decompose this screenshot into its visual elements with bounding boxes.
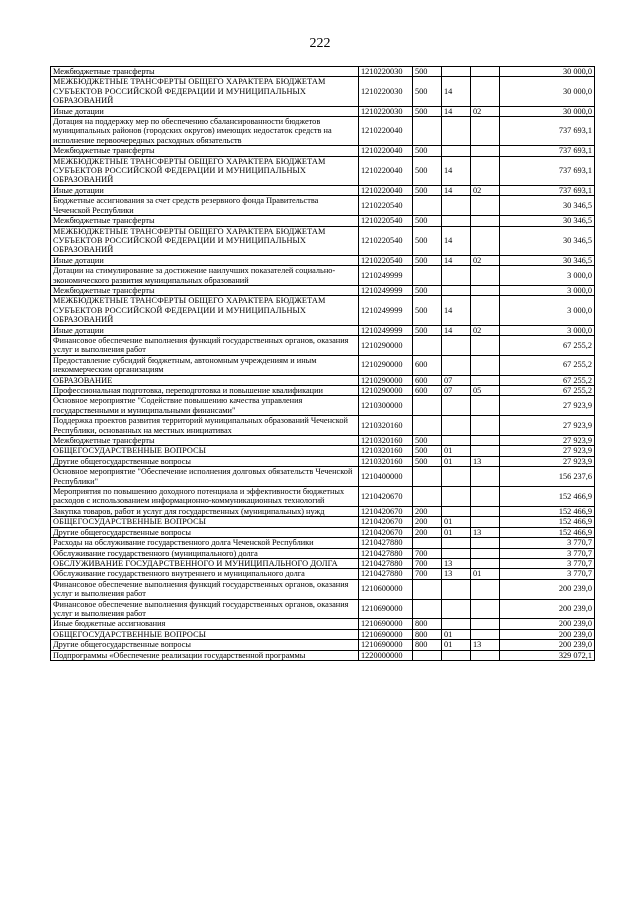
row-amount-cell: 200 239,0 — [500, 629, 595, 639]
row-expense-type-cell: 500 — [413, 285, 442, 295]
row-code-cell: 1210220040 — [359, 146, 413, 156]
row-expense-type-cell — [413, 196, 442, 216]
row-code-cell: 1210420670 — [359, 527, 413, 537]
row-expense-type-cell — [413, 467, 442, 487]
row-subsection-cell — [471, 156, 500, 185]
row-name-cell: Дотации на стимулирование за достижение наилучших показателей социально-экономического развития муниципальных образований — [51, 266, 359, 286]
row-code-cell: 1210220030 — [359, 67, 413, 77]
row-name-cell: Профессиональная подготовка, переподготовка и повышение квалификации — [51, 386, 359, 396]
row-section-cell: 01 — [442, 456, 471, 466]
row-code-cell: 1210690000 — [359, 629, 413, 639]
row-section-cell: 14 — [442, 255, 471, 265]
row-name-cell: Межбюджетные трансферты — [51, 436, 359, 446]
row-amount-cell: 152 466,9 — [500, 527, 595, 537]
row-expense-type-cell — [413, 487, 442, 507]
row-section-cell: 14 — [442, 156, 471, 185]
row-section-cell — [442, 196, 471, 216]
row-amount-cell: 30 000,0 — [500, 67, 595, 77]
row-amount-cell: 329 072,1 — [500, 650, 595, 660]
row-subsection-cell — [471, 538, 500, 548]
table-row — [51, 527, 595, 537]
table-row — [51, 579, 595, 599]
table-row — [51, 185, 595, 195]
table-row — [51, 619, 595, 629]
row-amount-cell: 737 693,1 — [500, 146, 595, 156]
row-section-cell — [442, 355, 471, 375]
table-row — [51, 456, 595, 466]
row-section-cell — [442, 396, 471, 416]
table-row — [51, 386, 595, 396]
row-subsection-cell — [471, 446, 500, 456]
row-amount-cell: 200 239,0 — [500, 599, 595, 619]
row-amount-cell: 67 255,2 — [500, 375, 595, 385]
row-expense-type-cell: 600 — [413, 355, 442, 375]
row-section-cell — [442, 67, 471, 77]
row-section-cell — [442, 506, 471, 516]
row-amount-cell: 27 923,9 — [500, 416, 595, 436]
row-expense-type-cell — [413, 335, 442, 355]
row-name-cell: Иные дотации — [51, 106, 359, 116]
row-section-cell — [442, 619, 471, 629]
row-section-cell — [442, 266, 471, 286]
row-subsection-cell — [471, 629, 500, 639]
table-row — [51, 325, 595, 335]
row-subsection-cell: 02 — [471, 106, 500, 116]
row-subsection-cell — [471, 599, 500, 619]
row-subsection-cell: 01 — [471, 569, 500, 579]
row-name-cell: Иные бюджетные ассигнования — [51, 619, 359, 629]
row-section-cell: 01 — [442, 640, 471, 650]
row-expense-type-cell — [413, 416, 442, 436]
row-subsection-cell — [471, 67, 500, 77]
row-expense-type-cell: 800 — [413, 619, 442, 629]
row-section-cell: 01 — [442, 446, 471, 456]
page-number: 222 — [309, 36, 331, 51]
row-section-cell: 13 — [442, 558, 471, 568]
row-subsection-cell — [471, 285, 500, 295]
row-section-cell: 07 — [442, 375, 471, 385]
row-expense-type-cell: 500 — [413, 146, 442, 156]
row-code-cell: 1210427880 — [359, 569, 413, 579]
row-amount-cell: 27 923,9 — [500, 446, 595, 456]
table-row — [51, 226, 595, 255]
row-subsection-cell — [471, 375, 500, 385]
row-name-cell: Межбюджетные трансферты — [51, 67, 359, 77]
row-section-cell: 01 — [442, 527, 471, 537]
row-expense-type-cell: 500 — [413, 216, 442, 226]
row-expense-type-cell: 600 — [413, 386, 442, 396]
row-amount-cell: 3 770,7 — [500, 538, 595, 548]
row-section-cell — [442, 579, 471, 599]
row-amount-cell: 30 346,5 — [500, 196, 595, 216]
row-section-cell — [442, 487, 471, 507]
row-code-cell: 1210220540 — [359, 226, 413, 255]
row-section-cell: 14 — [442, 77, 471, 106]
row-amount-cell: 3 000,0 — [500, 296, 595, 325]
table-row — [51, 650, 595, 660]
row-amount-cell: 30 346,5 — [500, 226, 595, 255]
table-row — [51, 599, 595, 619]
row-code-cell: 1210690000 — [359, 599, 413, 619]
row-name-cell: Иные дотации — [51, 255, 359, 265]
table-row — [51, 548, 595, 558]
row-code-cell: 1210320160 — [359, 416, 413, 436]
row-section-cell — [442, 436, 471, 446]
row-name-cell: Иные дотации — [51, 325, 359, 335]
table-row — [51, 77, 595, 106]
table-row — [51, 255, 595, 265]
row-amount-cell: 200 239,0 — [500, 579, 595, 599]
row-name-cell: Подпрограммы «Обеспечение реализации государственной программы — [51, 650, 359, 660]
row-subsection-cell: 13 — [471, 527, 500, 537]
budget-table-body — [51, 67, 595, 661]
row-subsection-cell — [471, 416, 500, 436]
row-subsection-cell: 13 — [471, 456, 500, 466]
row-subsection-cell: 02 — [471, 255, 500, 265]
row-section-cell: 14 — [442, 296, 471, 325]
row-code-cell: 1210290000 — [359, 386, 413, 396]
row-amount-cell: 3 000,0 — [500, 266, 595, 286]
row-subsection-cell: 02 — [471, 185, 500, 195]
row-name-cell: Закупка товаров, работ и услуг для государственных (муниципальных) нужд — [51, 506, 359, 516]
row-expense-type-cell: 500 — [413, 67, 442, 77]
row-code-cell: 1210427880 — [359, 548, 413, 558]
row-name-cell: Другие общегосударственные вопросы — [51, 527, 359, 537]
table-row — [51, 538, 595, 548]
row-expense-type-cell: 700 — [413, 548, 442, 558]
row-expense-type-cell: 200 — [413, 527, 442, 537]
row-code-cell: 1210249999 — [359, 266, 413, 286]
row-name-cell: ОБЩЕГОСУДАРСТВЕННЫЕ ВОПРОСЫ — [51, 629, 359, 639]
row-code-cell: 1210220540 — [359, 255, 413, 265]
row-name-cell: Обслуживание государственного внутреннего и муниципального долга — [51, 569, 359, 579]
table-row — [51, 436, 595, 446]
row-expense-type-cell: 200 — [413, 506, 442, 516]
table-row — [51, 467, 595, 487]
row-subsection-cell — [471, 517, 500, 527]
row-name-cell: МЕЖБЮДЖЕТНЫЕ ТРАНСФЕРТЫ ОБЩЕГО ХАРАКТЕРА БЮДЖЕТАМ СУБЪЕКТОВ РОССИЙСКОЙ ФЕДЕРАЦИИ И МУНИЦИПАЛЬНЫХ ОБРАЗОВАНИЙ — [51, 77, 359, 106]
row-subsection-cell — [471, 117, 500, 146]
row-code-cell: 1210690000 — [359, 640, 413, 650]
row-name-cell: ОБРАЗОВАНИЕ — [51, 375, 359, 385]
table-row — [51, 355, 595, 375]
row-code-cell: 1210290000 — [359, 335, 413, 355]
row-name-cell: ОБЩЕГОСУДАРСТВЕННЫЕ ВОПРОСЫ — [51, 446, 359, 456]
row-amount-cell: 156 237,6 — [500, 467, 595, 487]
row-expense-type-cell: 500 — [413, 77, 442, 106]
row-code-cell: 1210249999 — [359, 325, 413, 335]
row-amount-cell: 30 000,0 — [500, 77, 595, 106]
row-name-cell: Финансовое обеспечение выполнения функций государственных органов, оказания услуг и выполнения работ — [51, 579, 359, 599]
row-name-cell: Финансовое обеспечение выполнения функций государственных органов, оказания услуг и выполнения работ — [51, 335, 359, 355]
table-row — [51, 517, 595, 527]
row-expense-type-cell: 500 — [413, 325, 442, 335]
row-subsection-cell — [471, 558, 500, 568]
table-row — [51, 558, 595, 568]
budget-table — [50, 66, 595, 661]
row-section-cell — [442, 548, 471, 558]
row-name-cell: МЕЖБЮДЖЕТНЫЕ ТРАНСФЕРТЫ ОБЩЕГО ХАРАКТЕРА БЮДЖЕТАМ СУБЪЕКТОВ РОССИЙСКОЙ ФЕДЕРАЦИИ И МУНИЦИПАЛЬНЫХ ОБРАЗОВАНИЙ — [51, 226, 359, 255]
row-amount-cell: 737 693,1 — [500, 185, 595, 195]
row-expense-type-cell: 500 — [413, 255, 442, 265]
row-expense-type-cell: 500 — [413, 446, 442, 456]
row-name-cell: Другие общегосударственные вопросы — [51, 456, 359, 466]
row-code-cell: 1210220540 — [359, 196, 413, 216]
row-name-cell: Расходы на обслуживание государственного долга Чеченской Республики — [51, 538, 359, 548]
row-code-cell: 1210427880 — [359, 538, 413, 548]
row-subsection-cell — [471, 396, 500, 416]
row-expense-type-cell: 700 — [413, 569, 442, 579]
row-expense-type-cell — [413, 599, 442, 619]
row-section-cell: 14 — [442, 226, 471, 255]
table-row — [51, 446, 595, 456]
row-name-cell: Иные дотации — [51, 185, 359, 195]
row-code-cell: 1210290000 — [359, 375, 413, 385]
table-row — [51, 640, 595, 650]
table-row — [51, 266, 595, 286]
row-amount-cell: 200 239,0 — [500, 640, 595, 650]
table-row — [51, 216, 595, 226]
row-code-cell: 1210320160 — [359, 436, 413, 446]
row-section-cell: 01 — [442, 517, 471, 527]
row-code-cell: 1210249999 — [359, 296, 413, 325]
row-name-cell: Бюджетные ассигнования за счет средств резервного фонда Правительства Чеченской Республики — [51, 196, 359, 216]
row-name-cell: Предоставление субсидий бюджетным, автономным учреждениям и иным некоммерческим организациям — [51, 355, 359, 375]
row-code-cell: 1210220540 — [359, 216, 413, 226]
row-subsection-cell — [471, 196, 500, 216]
row-expense-type-cell — [413, 117, 442, 146]
row-amount-cell: 67 255,2 — [500, 355, 595, 375]
row-expense-type-cell: 500 — [413, 296, 442, 325]
row-subsection-cell — [471, 436, 500, 446]
row-subsection-cell — [471, 355, 500, 375]
row-code-cell: 1210220040 — [359, 117, 413, 146]
table-row — [51, 296, 595, 325]
row-section-cell: 14 — [442, 185, 471, 195]
row-name-cell: Другие общегосударственные вопросы — [51, 640, 359, 650]
table-row — [51, 285, 595, 295]
row-subsection-cell — [471, 335, 500, 355]
row-expense-type-cell — [413, 538, 442, 548]
row-amount-cell: 67 255,2 — [500, 335, 595, 355]
row-amount-cell: 737 693,1 — [500, 156, 595, 185]
row-subsection-cell — [471, 216, 500, 226]
row-subsection-cell — [471, 146, 500, 156]
row-subsection-cell — [471, 487, 500, 507]
table-row — [51, 506, 595, 516]
row-expense-type-cell: 500 — [413, 156, 442, 185]
table-row — [51, 67, 595, 77]
row-subsection-cell — [471, 226, 500, 255]
table-row — [51, 335, 595, 355]
row-section-cell — [442, 416, 471, 436]
row-code-cell: 1210220030 — [359, 106, 413, 116]
row-expense-type-cell: 200 — [413, 517, 442, 527]
row-amount-cell: 3 770,7 — [500, 569, 595, 579]
row-subsection-cell — [471, 77, 500, 106]
table-row — [51, 569, 595, 579]
row-expense-type-cell — [413, 266, 442, 286]
row-expense-type-cell — [413, 396, 442, 416]
row-code-cell: 1210320160 — [359, 446, 413, 456]
row-section-cell — [442, 117, 471, 146]
row-section-cell: 07 — [442, 386, 471, 396]
row-code-cell: 1210220040 — [359, 156, 413, 185]
row-name-cell: Финансовое обеспечение выполнения функций государственных органов, оказания услуг и выполнения работ — [51, 599, 359, 619]
row-amount-cell: 152 466,9 — [500, 487, 595, 507]
row-section-cell: 01 — [442, 629, 471, 639]
row-name-cell: Мероприятия по повышению доходного потенциала и эффективности бюджетных расходов с использованием информационно-коммуникационных технологий — [51, 487, 359, 507]
row-expense-type-cell — [413, 579, 442, 599]
row-code-cell: 1210220030 — [359, 77, 413, 106]
row-expense-type-cell: 500 — [413, 456, 442, 466]
row-name-cell: ОБЩЕГОСУДАРСТВЕННЫЕ ВОПРОСЫ — [51, 517, 359, 527]
row-subsection-cell — [471, 266, 500, 286]
row-amount-cell: 67 255,2 — [500, 386, 595, 396]
row-subsection-cell — [471, 548, 500, 558]
row-code-cell: 1210420670 — [359, 506, 413, 516]
row-amount-cell: 3 770,7 — [500, 548, 595, 558]
table-row — [51, 487, 595, 507]
row-amount-cell: 3 770,7 — [500, 558, 595, 568]
row-expense-type-cell: 500 — [413, 226, 442, 255]
row-expense-type-cell: 500 — [413, 106, 442, 116]
row-code-cell: 1210690000 — [359, 619, 413, 629]
table-row — [51, 156, 595, 185]
table-row — [51, 106, 595, 116]
row-amount-cell: 27 923,9 — [500, 436, 595, 446]
table-row — [51, 416, 595, 436]
row-section-cell — [442, 146, 471, 156]
row-section-cell: 14 — [442, 325, 471, 335]
row-expense-type-cell: 800 — [413, 629, 442, 639]
row-expense-type-cell: 800 — [413, 640, 442, 650]
row-name-cell: МЕЖБЮДЖЕТНЫЕ ТРАНСФЕРТЫ ОБЩЕГО ХАРАКТЕРА БЮДЖЕТАМ СУБЪЕКТОВ РОССИЙСКОЙ ФЕДЕРАЦИИ И МУНИЦИПАЛЬНЫХ ОБРАЗОВАНИЙ — [51, 296, 359, 325]
row-code-cell: 1210420670 — [359, 517, 413, 527]
table-row — [51, 146, 595, 156]
row-section-cell — [442, 599, 471, 619]
row-section-cell: 14 — [442, 106, 471, 116]
row-section-cell — [442, 650, 471, 660]
row-amount-cell: 3 000,0 — [500, 285, 595, 295]
row-section-cell — [442, 467, 471, 487]
table-row — [51, 375, 595, 385]
row-section-cell — [442, 285, 471, 295]
table-row — [51, 396, 595, 416]
row-name-cell: Дотация на поддержку мер по обеспечению сбалансированности бюджетов муниципальных районов (городских округов) имеющих недостаток средств на исполнение первоочередных расходных обязательств — [51, 117, 359, 146]
row-amount-cell: 30 000,0 — [500, 106, 595, 116]
row-section-cell — [442, 335, 471, 355]
row-code-cell: 1210320160 — [359, 456, 413, 466]
row-name-cell: МЕЖБЮДЖЕТНЫЕ ТРАНСФЕРТЫ ОБЩЕГО ХАРАКТЕРА БЮДЖЕТАМ СУБЪЕКТОВ РОССИЙСКОЙ ФЕДЕРАЦИИ И МУНИЦИПАЛЬНЫХ ОБРАЗОВАНИЙ — [51, 156, 359, 185]
row-subsection-cell — [471, 619, 500, 629]
row-subsection-cell — [471, 467, 500, 487]
row-expense-type-cell: 500 — [413, 436, 442, 446]
row-code-cell: 1210427880 — [359, 558, 413, 568]
row-subsection-cell — [471, 506, 500, 516]
row-expense-type-cell: 500 — [413, 185, 442, 195]
row-name-cell: Обслуживание государственного (муниципального) долга — [51, 548, 359, 558]
row-subsection-cell: 02 — [471, 325, 500, 335]
row-subsection-cell — [471, 296, 500, 325]
row-code-cell: 1210400000 — [359, 467, 413, 487]
row-name-cell: Поддержка проектов развития территорий муниципальных образований Чеченской Республики, основанных на местных инициативах — [51, 416, 359, 436]
row-amount-cell: 152 466,9 — [500, 506, 595, 516]
row-expense-type-cell: 600 — [413, 375, 442, 385]
table-row — [51, 196, 595, 216]
row-name-cell: Межбюджетные трансферты — [51, 146, 359, 156]
table-row — [51, 117, 595, 146]
row-name-cell: Основное мероприятие "Содействие повышению качества управления государственными и муниципальными финансами" — [51, 396, 359, 416]
table-row — [51, 629, 595, 639]
row-amount-cell: 152 466,9 — [500, 517, 595, 527]
row-code-cell: 1210420670 — [359, 487, 413, 507]
row-amount-cell: 27 923,9 — [500, 456, 595, 466]
row-subsection-cell — [471, 650, 500, 660]
row-code-cell: 1210290000 — [359, 355, 413, 375]
row-name-cell: Межбюджетные трансферты — [51, 216, 359, 226]
row-amount-cell: 30 346,5 — [500, 216, 595, 226]
row-code-cell: 1220000000 — [359, 650, 413, 660]
row-amount-cell: 30 346,5 — [500, 255, 595, 265]
row-code-cell: 1210249999 — [359, 285, 413, 295]
row-name-cell: Межбюджетные трансферты — [51, 285, 359, 295]
row-amount-cell: 3 000,0 — [500, 325, 595, 335]
row-section-cell — [442, 538, 471, 548]
row-code-cell: 1210220040 — [359, 185, 413, 195]
row-name-cell: ОБСЛУЖИВАНИЕ ГОСУДАРСТВЕННОГО И МУНИЦИПАЛЬНОГО ДОЛГА — [51, 558, 359, 568]
row-section-cell: 13 — [442, 569, 471, 579]
row-amount-cell: 27 923,9 — [500, 396, 595, 416]
row-subsection-cell: 05 — [471, 386, 500, 396]
row-name-cell: Основное мероприятие "Обеспечение исполнения долговых обязательств Чеченской Республики" — [51, 467, 359, 487]
row-code-cell: 1210600000 — [359, 579, 413, 599]
row-expense-type-cell: 700 — [413, 558, 442, 568]
row-subsection-cell — [471, 579, 500, 599]
row-amount-cell: 737 693,1 — [500, 117, 595, 146]
row-code-cell: 1210300000 — [359, 396, 413, 416]
row-section-cell — [442, 216, 471, 226]
row-subsection-cell: 13 — [471, 640, 500, 650]
row-expense-type-cell — [413, 650, 442, 660]
row-amount-cell: 200 239,0 — [500, 619, 595, 629]
